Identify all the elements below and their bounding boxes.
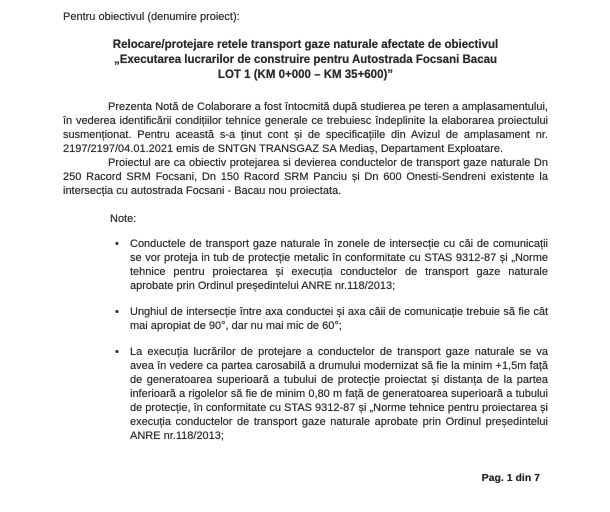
notes-heading: Note: bbox=[110, 213, 137, 225]
project-intro-label: Pentru obiectivul (denumire proiect): bbox=[63, 11, 240, 23]
note-item-text: La execuția lucrărilor de protejare a conductelor de transport gaze naturale se va avea în vedere ca partea carosabilă a drumului modernizat să fie la minim +1,5m față de generatoarea superioară a tubului de protecție proiectat și distanța de la partea inferioară a rigolelor să fie de minim 0,80 m față de generatoarea superioară a tubului de protecție, în conformitate cu STAS 9312-87 și „Norme tehnice pentru proiectarea și execuția conductelor de transport gaze naturale aprobate prin Ordinul președintelui ANRE nr.118/2013; bbox=[130, 346, 549, 442]
title-line-1: Relocare/protejare retele transport gaze naturale afectate de obiectivul bbox=[112, 39, 499, 51]
bullet-icon: • bbox=[115, 346, 119, 358]
paragraph-collaboration-note: Prezenta Notă de Colaborare a fost întocmită după studierea pe teren a amplasamentului, în vederea identificării condițiilor tehnice generale ce trebuiesc îndeplinite la elaborarea proiectului susmenționat. Pentru această s-a ținut cont și de specificațiile din Avizul de amplasament nr. 2197/2197/04.01.2021 emis de SNTGN TRANSGAZ SA Mediaș, Departament Exploatare. bbox=[63, 101, 548, 155]
note-item-execution-depth bbox=[115, 345, 549, 443]
bullet-icon: • bbox=[115, 238, 119, 250]
title-line-2: „Executarea lucrarilor de construire pentru Autostrada Focsani Bacau bbox=[113, 54, 498, 66]
title-line-3: LOT 1 (KM 0+000 – KM 35+600)” bbox=[217, 69, 394, 81]
notes-list bbox=[63, 237, 548, 443]
document-title bbox=[63, 38, 548, 83]
note-item-text: Unghiul de intersecție între axa conductei și axa căii de comunicație trebuie să fie cât mai apropiat de 90°, dar nu mai mic de 60°; bbox=[130, 306, 548, 332]
page-number: Pag. 1 din 7 bbox=[481, 472, 540, 484]
note-item-intersection-angle bbox=[115, 305, 548, 333]
paragraph-project-objective: Proiectul are ca obiectiv protejarea si devierea conductelor de transport gaze naturale Dn 250 Racord SRM Focsani, Dn 150 Racord SRM Panciu și Dn 600 Onesti-Sendreni existente la intersecția cu autostrada Focsani - Bacau nou proiectata. bbox=[63, 157, 548, 197]
bullet-icon: • bbox=[115, 306, 119, 318]
note-item-text: Conductele de transport gaze naturale în zonele de intersecție cu căi de comunicații se vor proteja in tub de protecție metalic în conformitate cu STAS 9312-87 și „Norme tehnice pentru proiectarea și execuția conductelor de transport gaze naturale aprobate prin Ordinul președintelui ANRE nr.118/2013; bbox=[130, 238, 548, 292]
note-item-pipeline-protection bbox=[115, 237, 548, 293]
